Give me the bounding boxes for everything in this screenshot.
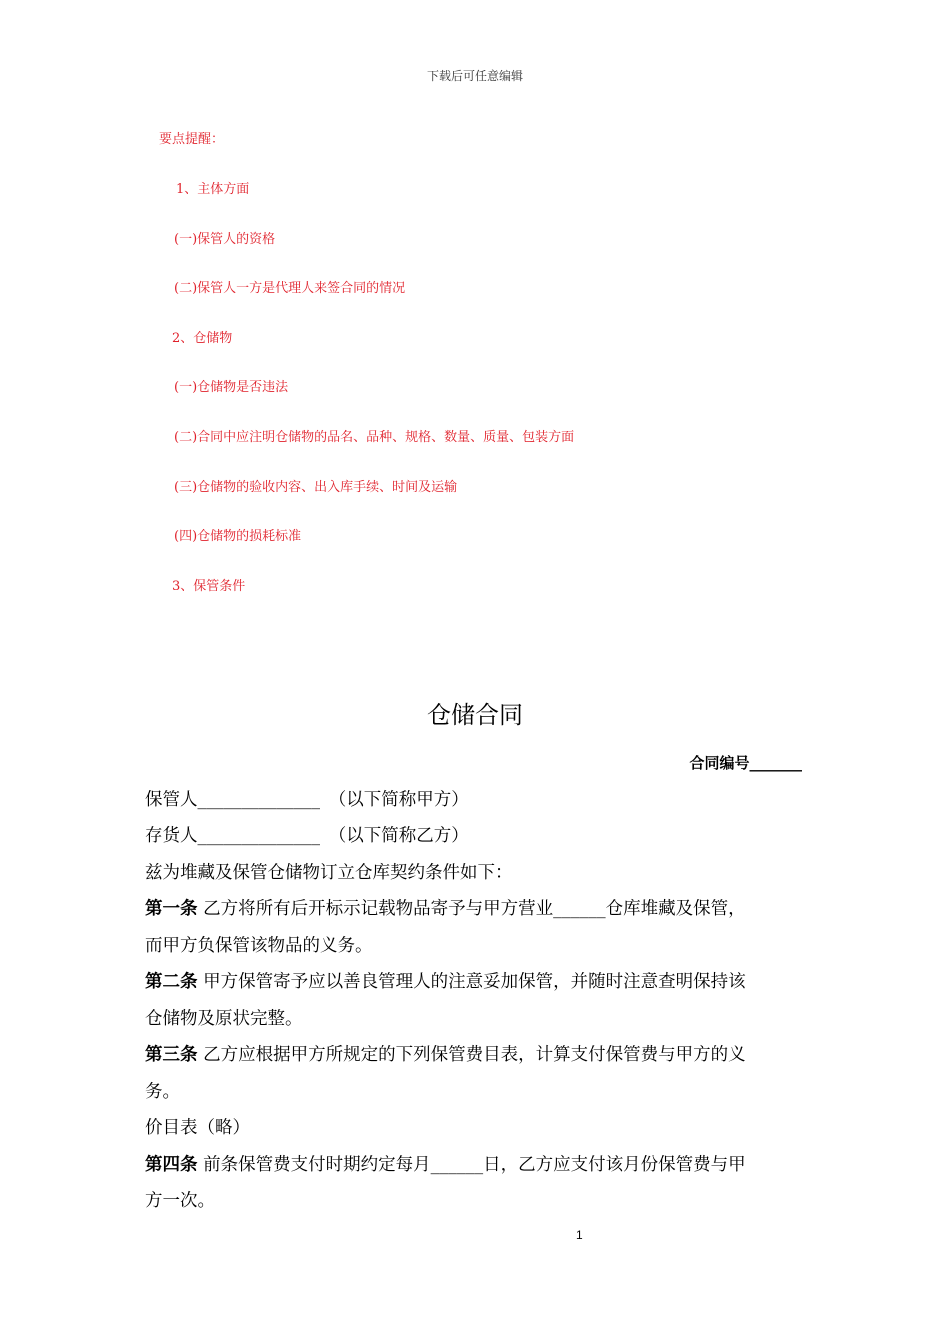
page-header: 下载后可任意编辑: [426, 69, 523, 83]
tip-item: 2、仓储物: [172, 331, 233, 346]
tips-title: 要点提醒：: [159, 132, 225, 147]
article-2-label: 第二条: [145, 972, 198, 992]
article-3-text: 乙方应根据甲方所规定的下列保管费目表，计算支付保管费与甲方的义: [203, 1045, 746, 1065]
tip-item: (二)保管人一方是代理人来签合同的情况: [174, 281, 406, 296]
page-number: 1: [576, 1228, 583, 1242]
article-4-line-2: 方一次。: [145, 1191, 215, 1211]
contract-number: 合同编号_______: [689, 754, 802, 772]
article-1-text: 乙方将所有后开标示记载物品寄予与甲方营业______仓库堆藏及保管，: [203, 899, 746, 919]
article-2-text: 甲方保管寄予应以善良管理人的注意妥加保管，并随时注意查明保持该: [203, 972, 746, 992]
intro-line: 兹为堆藏及保管仓储物订立仓库契约条件如下：: [145, 863, 513, 883]
tip-item: (一)保管人的资格: [174, 232, 276, 247]
article-4-label: 第四条: [145, 1155, 198, 1175]
contract-title: 仓储合同: [427, 701, 523, 729]
article-1-line-2: 而甲方负保管该物品的义务。: [145, 936, 373, 956]
keeper-line: 保管人______________ （以下简称甲方）: [145, 790, 469, 810]
tip-item: (四)仓储物的损耗标准: [174, 529, 302, 544]
tip-item: 3、保管条件: [172, 579, 246, 594]
article-4-text: 前条保管费支付时期约定每月______日，乙方应支付该月份保管费与甲: [203, 1155, 746, 1175]
price-table-line: 价目表（略）: [145, 1118, 250, 1138]
depositor-line: 存货人______________ （以下简称乙方）: [145, 826, 469, 846]
tip-item: (二)合同中应注明仓储物的品名、品种、规格、数量、质量、包装方面: [174, 430, 575, 445]
article-1-label: 第一条: [145, 899, 198, 919]
article-3-line-1: [145, 1041, 746, 1066]
article-3-label: 第三条: [145, 1045, 198, 1065]
article-2-line-1: [145, 968, 746, 993]
article-4-line-1: [145, 1151, 746, 1176]
tip-item: (一)仓储物是否违法: [174, 380, 289, 395]
article-2-line-2: 仓储物及原状完整。: [145, 1009, 303, 1029]
tip-item: 1、主体方面: [176, 182, 250, 197]
article-1-line-1: [145, 895, 746, 920]
article-3-line-2: 务。: [145, 1082, 180, 1102]
tip-item: (三)仓储物的验收内容、出入库手续、时间及运输: [174, 480, 458, 495]
